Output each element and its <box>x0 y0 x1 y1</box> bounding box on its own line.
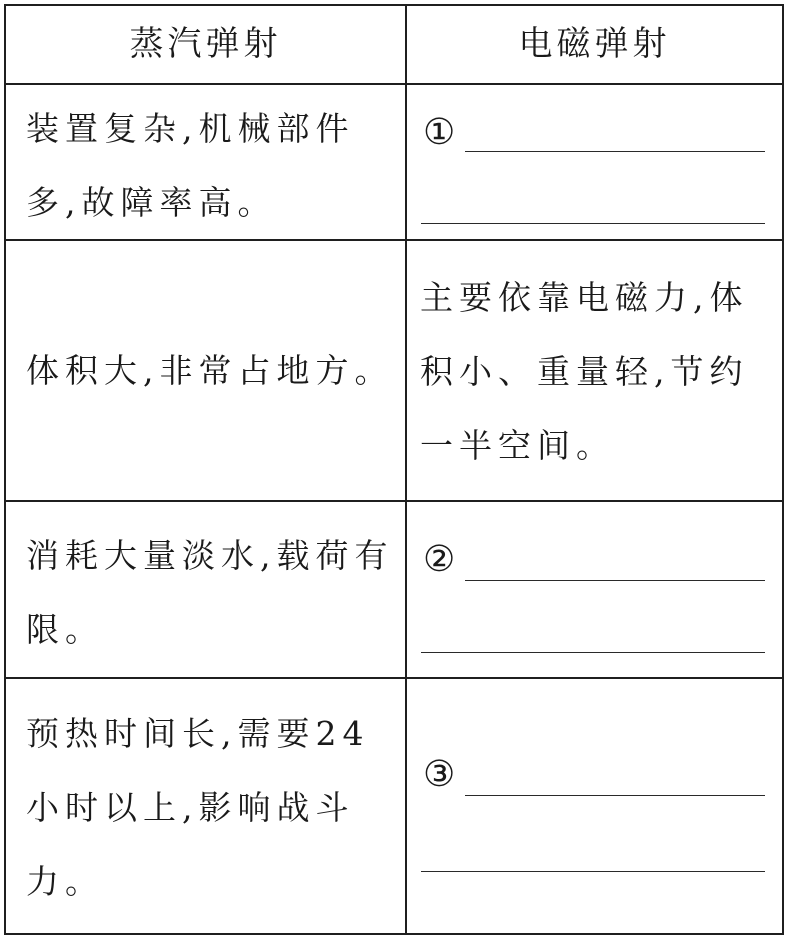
header-electromagnetic-catapult: 电磁弹射 <box>518 24 671 64</box>
steam-cell-preheat: 预热时间长,需要24小时以上,影响战斗力。 <box>26 714 370 901</box>
steam-cell-water: 消耗大量淡水,载荷有限。 <box>26 536 394 649</box>
blank-marker-3: ③ <box>423 754 456 795</box>
answer-cell-1 <box>407 83 782 239</box>
answer-line-1a[interactable] <box>465 151 765 152</box>
steam-cell-complexity: 装置复杂,机械部件多,故障率高。 <box>26 109 355 222</box>
steam-cell-size-text: 体积大,非常占地方。 <box>26 350 394 390</box>
header-steam-catapult: 蒸汽弹射 <box>129 24 282 64</box>
answer-line-3b[interactable] <box>421 871 765 872</box>
steam-cell-size <box>26 241 396 500</box>
electro-cell-size: 主要依靠电磁力,体积小、重量轻,节约一半空间。 <box>420 278 749 465</box>
answer-line-2a[interactable] <box>465 580 765 581</box>
answer-cell-2 <box>407 500 782 677</box>
answer-line-2b[interactable] <box>421 652 765 653</box>
blank-marker-1: ① <box>423 112 456 153</box>
blank-marker-2: ② <box>423 539 456 580</box>
answer-line-3a[interactable] <box>465 795 765 796</box>
answer-line-1b[interactable] <box>421 223 765 224</box>
comparison-table <box>4 4 784 935</box>
answer-cell-3 <box>407 677 782 933</box>
